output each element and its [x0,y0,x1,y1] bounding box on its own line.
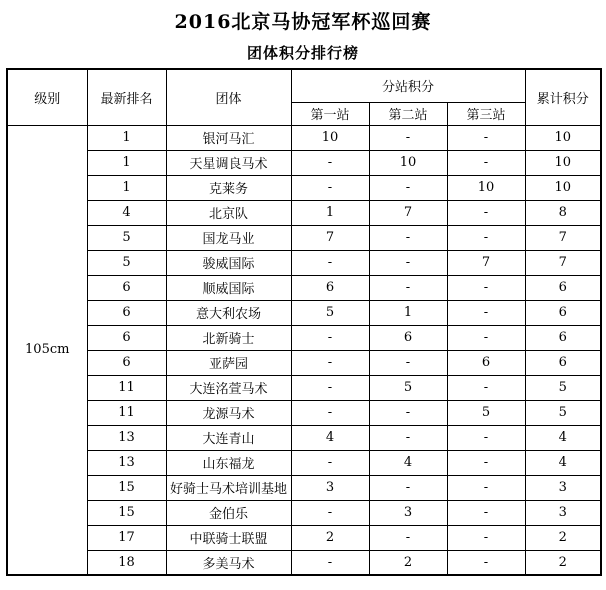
level-value-cell: 105cm [7,125,87,575]
cell-station2: 2 [369,550,447,575]
header-station-points: 分站积分 [291,69,525,102]
cell-rank: 6 [87,275,166,300]
cell-station2: 4 [369,450,447,475]
cell-rank: 15 [87,475,166,500]
table-row [7,300,601,325]
table-row [7,225,601,250]
cell-station1: - [291,150,369,175]
cell-station2: - [369,525,447,550]
cell-station3: 6 [447,350,525,375]
cell-station3: - [447,525,525,550]
cell-rank: 5 [87,250,166,275]
cell-rank: 17 [87,525,166,550]
cell-rank: 6 [87,350,166,375]
cell-station3: - [447,125,525,150]
cell-total: 2 [525,525,601,550]
cell-station2: - [369,175,447,200]
page-subtitle: 团体积分排行榜 [246,44,359,62]
cell-station3: 5 [447,400,525,425]
cell-rank: 15 [87,500,166,525]
table-row [7,125,601,150]
table-body [7,125,601,575]
cell-station3: 10 [447,175,525,200]
table-row [7,400,601,425]
cell-station3: - [447,225,525,250]
document-page [0,10,606,576]
cell-station2: 1 [369,300,447,325]
cell-station2: 10 [369,150,447,175]
cell-station1: 4 [291,425,369,450]
cell-station1: - [291,400,369,425]
cell-station3: - [447,150,525,175]
cell-total: 3 [525,500,601,525]
cell-total: 4 [525,450,601,475]
cell-team: 大连洺萱马术 [166,375,291,400]
cell-station2: 7 [369,200,447,225]
cell-station1: - [291,250,369,275]
cell-total: 5 [525,400,601,425]
cell-rank: 6 [87,325,166,350]
cell-station3: - [447,375,525,400]
page-title: 2016北京马协冠军杯巡回赛 [174,11,432,33]
cell-station1: 7 [291,225,369,250]
cell-station1: 10 [291,125,369,150]
ranking-table [6,68,602,576]
cell-rank: 18 [87,550,166,575]
table-row [7,275,601,300]
header-row-1 [7,69,601,102]
cell-station2: - [369,475,447,500]
cell-total: 4 [525,425,601,450]
cell-rank: 13 [87,450,166,475]
header-total-points: 累计积分 [525,69,601,125]
cell-rank: 6 [87,300,166,325]
cell-total: 5 [525,375,601,400]
cell-team: 中联骑士联盟 [166,525,291,550]
cell-team: 国龙马业 [166,225,291,250]
cell-station2: - [369,400,447,425]
cell-station3: - [447,300,525,325]
header-station3: 第三站 [447,102,525,125]
cell-team: 大连青山 [166,425,291,450]
cell-total: 6 [525,325,601,350]
header-station1: 第一站 [291,102,369,125]
cell-station2: 6 [369,325,447,350]
cell-station3: 7 [447,250,525,275]
cell-station2: 5 [369,375,447,400]
cell-station1: 1 [291,200,369,225]
cell-rank: 4 [87,200,166,225]
table-row [7,350,601,375]
table-row [7,150,601,175]
cell-station2: - [369,125,447,150]
cell-total: 10 [525,150,601,175]
cell-station1: - [291,325,369,350]
cell-station3: - [447,275,525,300]
table-row [7,375,601,400]
table-row [7,425,601,450]
cell-station2: 3 [369,500,447,525]
cell-station2: - [369,350,447,375]
cell-total: 8 [525,200,601,225]
cell-team: 银河马汇 [166,125,291,150]
cell-team: 意大利农场 [166,300,291,325]
cell-total: 6 [525,350,601,375]
table-row [7,325,601,350]
cell-rank: 11 [87,375,166,400]
cell-station1: 6 [291,275,369,300]
cell-station1: 5 [291,300,369,325]
cell-station1: - [291,175,369,200]
cell-station1: - [291,350,369,375]
cell-team: 好骑士马术培训基地 [166,475,291,500]
cell-station2: - [369,225,447,250]
cell-total: 7 [525,250,601,275]
cell-total: 7 [525,225,601,250]
cell-rank: 13 [87,425,166,450]
cell-station3: - [447,475,525,500]
cell-station3: - [447,450,525,475]
cell-team: 北京队 [166,200,291,225]
cell-total: 6 [525,300,601,325]
table-row [7,500,601,525]
cell-station1: 2 [291,525,369,550]
table-row [7,550,601,575]
cell-total: 10 [525,175,601,200]
cell-team: 北新骑士 [166,325,291,350]
cell-team: 金伯乐 [166,500,291,525]
cell-team: 天星调良马术 [166,150,291,175]
cell-team: 龙源马术 [166,400,291,425]
cell-rank: 1 [87,150,166,175]
cell-station3: - [447,425,525,450]
cell-team: 山东福龙 [166,450,291,475]
cell-station3: - [447,200,525,225]
cell-total: 6 [525,275,601,300]
cell-station2: - [369,425,447,450]
cell-team: 多美马术 [166,550,291,575]
cell-total: 10 [525,125,601,150]
table-header [7,69,601,125]
cell-total: 3 [525,475,601,500]
header-team: 团体 [166,69,291,125]
cell-team: 克莱务 [166,175,291,200]
cell-station3: - [447,550,525,575]
cell-station1: - [291,550,369,575]
cell-rank: 1 [87,125,166,150]
cell-rank: 11 [87,400,166,425]
cell-station1: - [291,375,369,400]
cell-station2: - [369,250,447,275]
table-row [7,175,601,200]
table-row [7,475,601,500]
cell-team: 骏威国际 [166,250,291,275]
header-latest-rank: 最新排名 [87,69,166,125]
cell-station1: - [291,500,369,525]
table-row [7,450,601,475]
header-level: 级别 [7,69,87,125]
cell-total: 2 [525,550,601,575]
cell-station1: 3 [291,475,369,500]
cell-rank: 1 [87,175,166,200]
cell-station3: - [447,325,525,350]
table-row [7,200,601,225]
table-row [7,525,601,550]
cell-team: 亚萨园 [166,350,291,375]
cell-team: 顺威国际 [166,275,291,300]
cell-rank: 5 [87,225,166,250]
cell-station2: - [369,275,447,300]
table-row [7,250,601,275]
cell-station3: - [447,500,525,525]
header-station2: 第二站 [369,102,447,125]
cell-station1: - [291,450,369,475]
